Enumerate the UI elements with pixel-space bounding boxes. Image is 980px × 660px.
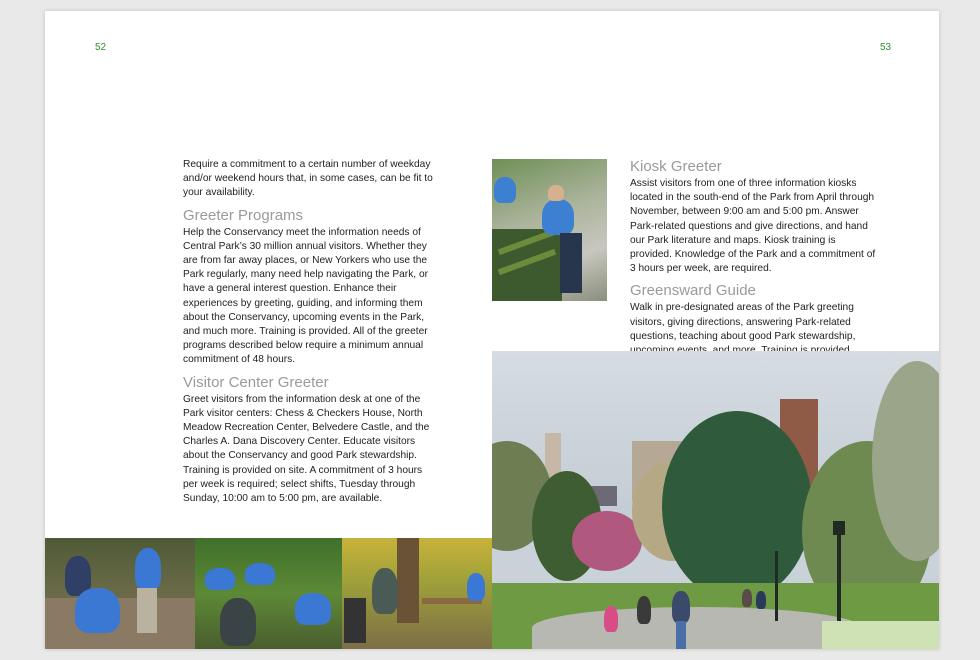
page-number-left: 52 bbox=[95, 42, 107, 53]
intro-paragraph: Require a commitment to a certain number of weekday and/or weekend hours that, in some cases, can be fit to your availability. bbox=[183, 159, 433, 199]
section-heading-kiosk-greeter: Kiosk Greeter bbox=[630, 158, 722, 175]
volunteer-bench-photo bbox=[492, 159, 607, 301]
volunteers-cleanup-photo bbox=[45, 538, 195, 649]
section-body-kiosk-greeter: Assist visitors from one of three information kiosks located in the south-end of the Park from April through November, between 9:00 am and 5:00 pm. Answer Park-related questions and give directions, and hand our Park literature and maps. Kiosk training is provided. Knowledge of the Park and a commitment of 3 hours per week, are required. bbox=[630, 178, 876, 275]
section-heading-visitor-center-greeter: Visitor Center Greeter bbox=[183, 373, 329, 391]
volunteer-rake-photo bbox=[342, 538, 492, 649]
section-body-greeter-programs: Help the Conservancy meet the information needs of Central Park’s 30 million annual visitors. Whether they are from far away places, or New Yorkers who use the Park regularly, many need help navigating the Park, or have a general interest question. Enhance their experiences by greeting, guiding, and informing them about the Conservancy, upcoming events in the Park, and much more. Training is provided. All of the greeter programs described below require a minimum annual commitment of 48 hours. bbox=[183, 226, 429, 366]
volunteers-planting-photo bbox=[195, 538, 342, 649]
central-park-photo bbox=[492, 351, 939, 649]
section-body-visitor-center-greeter: Greet visitors from the information desk at one of the Park visitor centers: Chess & Checkers House, North Meadow Recreation Center, Belvedere Castle, and the Charles A. Dana Discovery Center. Educate visitors about the Conservancy and good Park stewardship. Training is provided on site. A commitment of 3 hours per week is required; select shifts, Tuesday through Sunday, 10:00 am to 5:00 pm, are available. bbox=[183, 393, 430, 505]
section-heading-greensward-guide: Greensward Guide bbox=[630, 282, 756, 300]
left-text-column bbox=[183, 158, 433, 506]
section-body-greensward-guide: Walk in pre-designated areas of the Park greeting visitors, giving directions, answering Park-related questions, teaching about good Park stewardship, bbox=[630, 302, 856, 342]
section-heading-greeter-programs: Greeter Programs bbox=[183, 206, 304, 224]
page-number-right: 53 bbox=[880, 42, 892, 53]
brochure-spread bbox=[45, 11, 939, 649]
